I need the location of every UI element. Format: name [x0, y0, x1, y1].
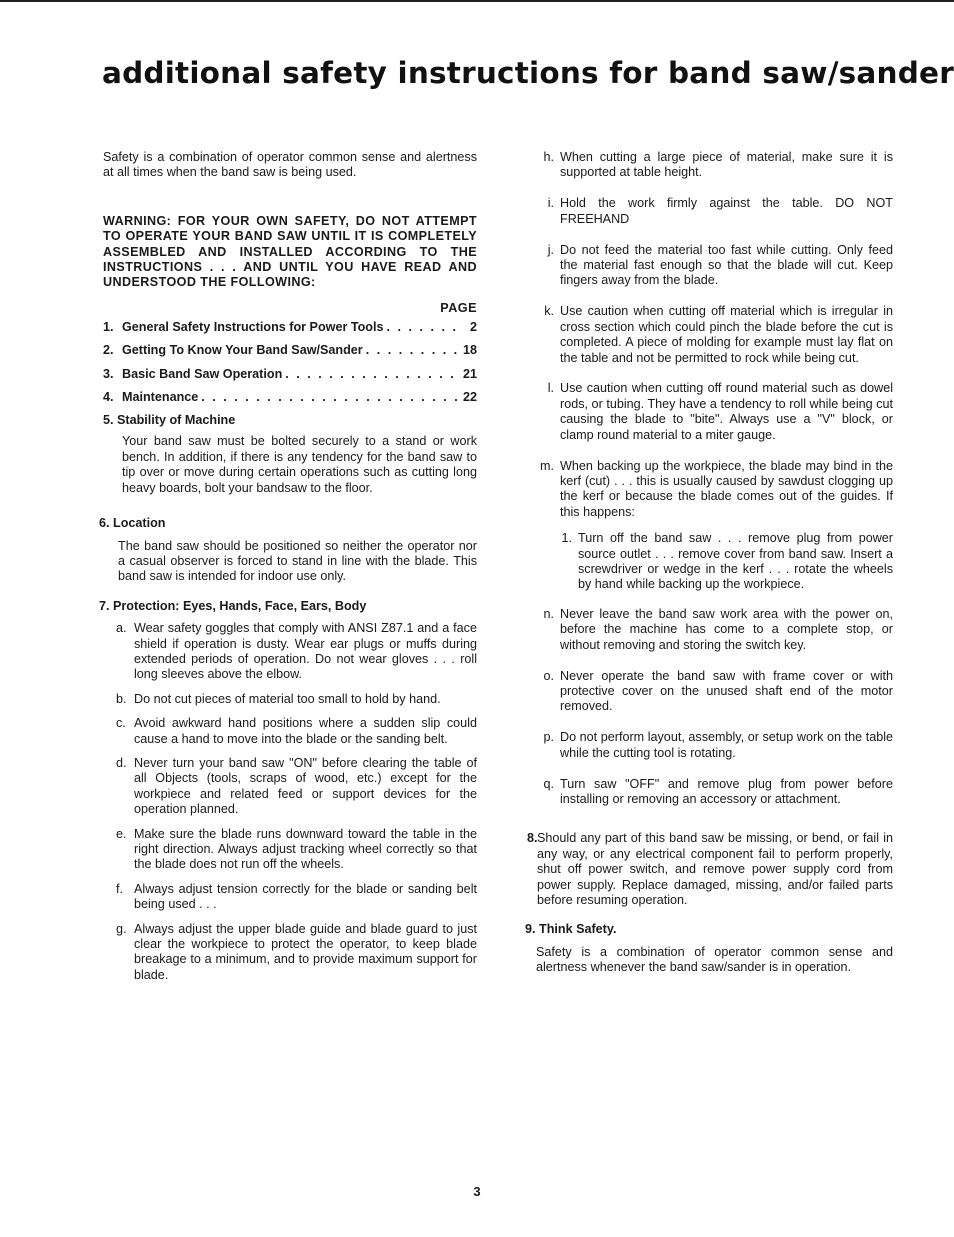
list-item [527, 150, 893, 181]
list-marker: g. [116, 921, 127, 936]
toc-leader [201, 390, 460, 405]
list-item [527, 669, 893, 715]
list-item [103, 756, 477, 818]
section-heading: 6. Location [99, 516, 166, 531]
list-marker: m. [540, 458, 554, 473]
list-item [103, 621, 477, 683]
list-marker: p. [543, 730, 554, 745]
warning-paragraph: WARNING: FOR YOUR OWN SAFETY, DO NOT ATTEMPT TO OPERATE YOUR BAND SAW UNTIL IT IS COMPLETELY ASSEMBLED AND INSTALLED ACCORDING TO THE INSTRUCTIONS . . . AND UNTIL YOU HAVE READ AND UNDERSTOOD THE FOLLOWING: [103, 213, 477, 290]
section-text: Safety is a combination of operator common sense and alertness whenever the band saw/sander is in operation. [536, 944, 893, 975]
list-text: Always adjust tension correctly for the blade or sanding belt being used . . . [134, 881, 477, 912]
toc-row [103, 390, 477, 405]
list-text: Do not feed the material too fast while cutting. Only feed the material fast enough so that the blade will cut. Keep fingers away from the blade. [560, 242, 893, 288]
toc-leader [387, 320, 461, 335]
section-text: Should any part of this band saw be missing, or bend, or fail in any way, or any electrical component fail to perform properly, shut off power switch, and remove power supply cord from power supply. Replace damaged, missing, and/or failed parts before resuming operation. [537, 831, 893, 908]
list-text: Do not perform layout, assembly, or setup work on the table while the cutting tool is rotating. [560, 730, 893, 760]
list-marker: j. [547, 242, 554, 257]
list-marker: d. [116, 755, 127, 770]
toc-page: 18 [462, 343, 477, 358]
list-text: Always adjust the upper blade guide and blade guard to just clear the workpiece to protect the operator, to keep blade breakage to a minimum, and to provide maximum support for blade. [134, 921, 477, 982]
list-marker: i. [547, 196, 554, 211]
list-item [527, 777, 893, 808]
section-heading: 5. Stability of Machine [103, 413, 236, 428]
toc-page: 22 [462, 389, 477, 404]
list-item [527, 196, 893, 227]
toc-label: Maintenance [122, 389, 199, 404]
list-text: Never operate the band saw with frame cover or with protective cover on the unused shaft end of the motor removed. [560, 668, 893, 714]
page-number: 3 [473, 1184, 481, 1199]
list-marker: q. [543, 776, 554, 791]
list-item [527, 459, 893, 521]
toc-row [103, 320, 477, 335]
toc-leader [366, 343, 460, 358]
list-item [527, 381, 893, 443]
sub-list-item [554, 531, 893, 593]
list-item [527, 243, 893, 289]
top-rule [0, 0, 954, 2]
list-text: When cutting a large piece of material, make sure it is supported at table height. [560, 150, 893, 180]
page-title: additional safety instructions for band saw/sander [102, 56, 954, 90]
list-item [103, 692, 477, 707]
list-text: Hold the work firmly against the table. DO NOT FREEHAND [560, 196, 893, 226]
left-column [99, 150, 477, 992]
toc-page: 21 [462, 366, 477, 381]
list-marker: e. [116, 826, 127, 841]
section-text: The band saw should be positioned so neither the operator nor a casual observer is forced to stand in line with the blade. This band saw is intended for indoor use only. [118, 538, 477, 584]
toc-page: 2 [469, 320, 477, 335]
list-text: Use caution when cutting off material which is irregular in cross section which could pinch the blade before the cut is completed. A piece of molding for example must lay flat on the table and not be permitted to rock while being cut. [560, 304, 893, 365]
sub-list-marker: 1. [561, 531, 572, 546]
list-text: Make sure the blade runs downward toward the table in the right direction. Always adjust tracking wheel correctly so that the blade does not run off the wheels. [134, 826, 477, 872]
list-item [527, 304, 893, 366]
list-text: Do not cut pieces of material too small to hold by hand. [134, 691, 441, 706]
list-item [103, 882, 477, 913]
toc-number: 2. [103, 343, 114, 358]
toc-page-heading: PAGE [440, 300, 477, 315]
list-marker: l. [547, 381, 554, 396]
right-column [527, 150, 893, 976]
list-marker: n. [543, 606, 554, 621]
sub-list-text: Turn off the band saw . . . remove plug from power source outlet . . . remove cover from band saw. Insert a screwdriver or wedge in the kerf . . . rotate the wheels by hand while backing up the workpiece. [578, 531, 893, 592]
section-heading: 9. Think Safety. [525, 922, 617, 937]
list-marker: k. [544, 304, 554, 319]
list-marker: o. [543, 668, 554, 683]
list-item [103, 827, 477, 873]
toc-leader [285, 367, 460, 382]
intro-paragraph: Safety is a combination of operator common sense and alertness at all times when the band saw is being used. [103, 150, 477, 180]
toc-number: 4. [103, 389, 114, 404]
list-text: Never turn your band saw "ON" before clearing the table of all Objects (tools, scraps of wood, etc.) except for the workpiece and related feed or support devices for the operation planned. [134, 755, 477, 817]
toc-row [103, 343, 477, 358]
list-text: Use caution when cutting off round material such as dowel rods, or tubing. They have a tendency to roll while being cut causing the blade to "bite". Always use a "V" block, or clamp round material to a miter gauge. [560, 381, 893, 442]
list-text: Turn saw "OFF" and remove plug from power before installing or removing an accessory or attachment. [560, 776, 893, 806]
toc-label: Getting To Know Your Band Saw/Sander [122, 343, 363, 358]
list-marker: h. [543, 150, 554, 164]
list-item [103, 922, 477, 984]
toc-number: 3. [103, 366, 114, 381]
list-text: Avoid awkward hand positions where a sudden slip could cause a hand to move into the blade or the sanding belt. [134, 716, 477, 746]
list-item [527, 730, 893, 761]
list-marker: a. [116, 621, 127, 636]
list-text: Wear safety goggles that comply with ANSI Z87.1 and a face shield if operation is dusty. Wear ear plugs or muffs during extended periods of operation. Do not wear gloves . . . roll long sleeves above the elbow. [134, 621, 477, 682]
list-marker: f. [116, 881, 123, 896]
list-item [527, 607, 893, 653]
list-text: Never leave the band saw work area with the power on, before the machine has come to a complete stop, or without removing and storing the switch key. [560, 606, 893, 652]
toc-label: Basic Band Saw Operation [122, 366, 283, 381]
section-heading: 7. Protection: Eyes, Hands, Face, Ears, Body [99, 598, 367, 613]
toc-number: 1. [103, 320, 114, 335]
section-8 [527, 831, 893, 908]
list-marker: b. [116, 691, 127, 706]
list-item [103, 716, 477, 747]
toc-label: General Safety Instructions for Power Tools [122, 320, 384, 335]
section-number: 8. [527, 831, 538, 846]
list-marker: c. [116, 716, 126, 731]
section-text: Your band saw must be bolted securely to a stand or work bench. In addition, if there is any tendency for the band saw to tip over or move during certain operations such as cutting long heavy boards, bolt your bandsaw to the floor. [122, 434, 477, 495]
toc-row [103, 367, 477, 382]
list-text: When backing up the workpiece, the blade may bind in the kerf (cut) . . . this is usually caused by sawdust clogging up the kerf or because the blade comes out of the guides. If this happens: [560, 458, 893, 519]
